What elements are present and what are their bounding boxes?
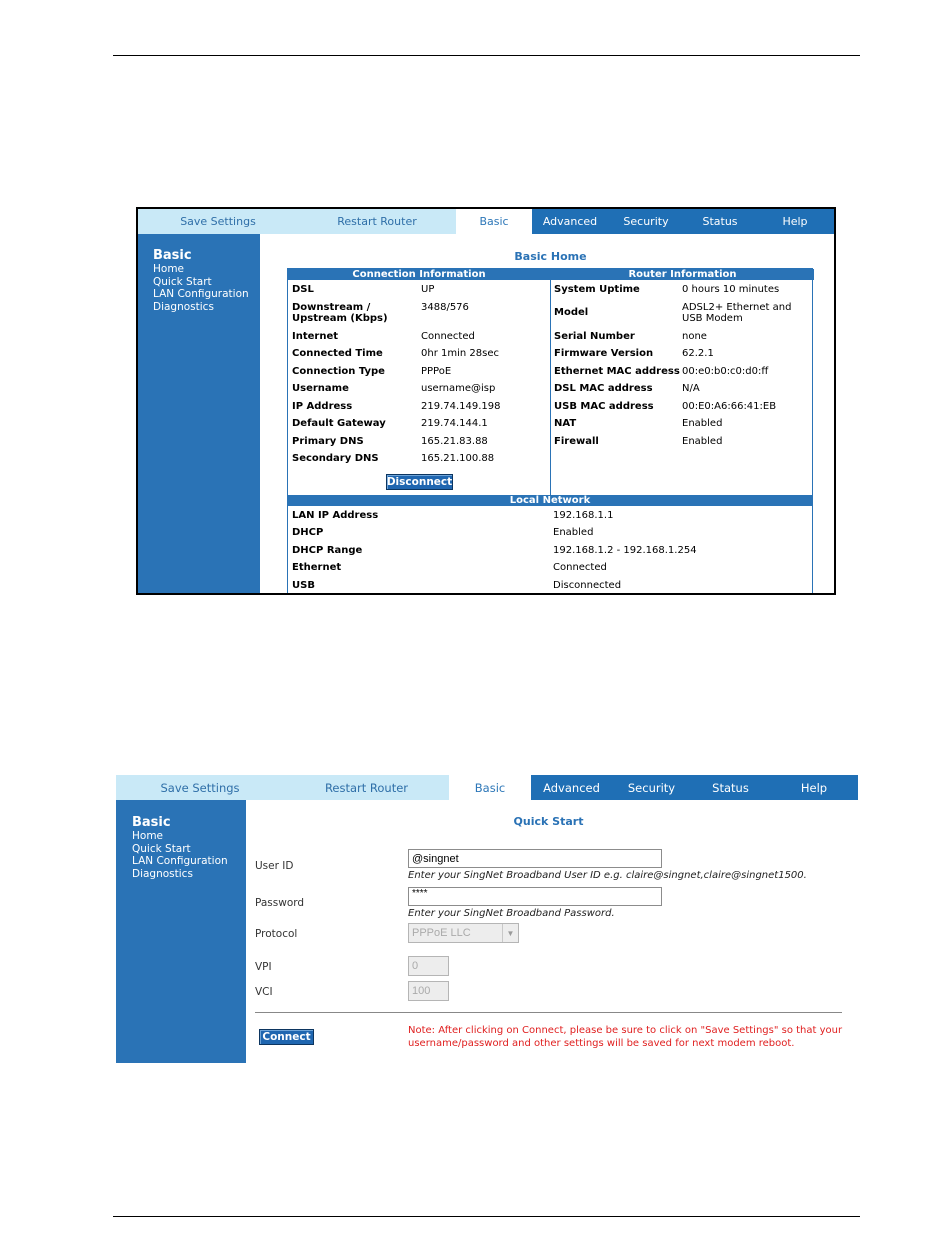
user-id-label: User ID bbox=[255, 860, 294, 872]
column-divider bbox=[550, 269, 551, 495]
dhcp-value: Enabled bbox=[553, 527, 594, 538]
tab-restart-router[interactable]: Restart Router bbox=[298, 209, 456, 234]
connection-type-value: PPPoE bbox=[421, 366, 452, 377]
tab-basic[interactable]: Basic bbox=[456, 209, 532, 234]
user-id-hint: Enter your SingNet Broadband User ID e.g. claire@singnet,claire@singnet1500. bbox=[408, 870, 807, 881]
tab-security-2[interactable]: Security bbox=[612, 775, 691, 800]
system-uptime-label: System Uptime bbox=[554, 284, 640, 295]
vpi-input[interactable]: 0 bbox=[408, 956, 449, 976]
lan-ip-label: LAN IP Address bbox=[292, 510, 379, 521]
connect-button[interactable]: Connect bbox=[259, 1029, 314, 1045]
username-label: Username bbox=[292, 383, 349, 394]
internet-value: Connected bbox=[421, 331, 475, 342]
firmware-version-value: 62.2.1 bbox=[682, 348, 714, 359]
usb-value: Disconnected bbox=[553, 580, 622, 591]
tab-help-2[interactable]: Help bbox=[770, 775, 858, 800]
nat-label: NAT bbox=[554, 418, 577, 429]
usb-mac-value: 00:E0:A6:66:41:EB bbox=[682, 401, 777, 412]
top-tab-bar-2 bbox=[116, 775, 858, 800]
dhcp-label: DHCP bbox=[292, 527, 324, 538]
protocol-select[interactable] bbox=[408, 923, 519, 943]
protocol-value: PPPoE LLC bbox=[412, 927, 471, 939]
sidebar-item-home-2[interactable]: Home bbox=[132, 830, 164, 842]
page-title: Basic Home bbox=[514, 250, 587, 263]
ethernet-mac-value: 00:e0:b0:c0:d0:ff bbox=[682, 366, 769, 377]
sidebar-item-quick-start-2[interactable]: Quick Start bbox=[132, 842, 191, 855]
sidebar-item-quick-start[interactable]: Quick Start bbox=[153, 275, 212, 288]
usb-mac-label: USB MAC address bbox=[554, 401, 654, 412]
password-hint: Enter your SingNet Broadband Password. bbox=[408, 908, 615, 919]
sidebar-title: Basic bbox=[153, 248, 192, 263]
dsl-mac-label: DSL MAC address bbox=[554, 383, 653, 394]
footer-rule bbox=[113, 1216, 860, 1217]
serial-number-label: Serial Number bbox=[554, 331, 635, 342]
ethernet-mac-label: Ethernet MAC address bbox=[554, 366, 680, 377]
tab-basic-2[interactable]: Basic bbox=[449, 775, 531, 800]
user-id-input[interactable]: @singnet bbox=[408, 849, 662, 868]
secondary-dns-value: 165.21.100.88 bbox=[421, 453, 495, 464]
router-info-header: Router Information bbox=[551, 269, 814, 280]
nat-value: Enabled bbox=[682, 418, 723, 429]
sidebar-item-lan-configuration-2[interactable]: LAN Configuration bbox=[132, 855, 228, 867]
header-rule bbox=[113, 55, 860, 56]
firmware-version-label: Firmware Version bbox=[554, 348, 654, 359]
vpi-label: VPI bbox=[255, 961, 272, 973]
sidebar-2 bbox=[116, 800, 246, 1063]
tab-restart-router-2[interactable]: Restart Router bbox=[284, 775, 449, 800]
dhcp-range-value: 192.168.1.2 - 192.168.1.254 bbox=[553, 545, 697, 556]
ip-address-value: 219.74.149.198 bbox=[421, 401, 501, 412]
tab-save-settings[interactable]: Save Settings bbox=[138, 209, 298, 234]
connected-time-label: Connected Time bbox=[292, 348, 383, 359]
ip-address-label: IP Address bbox=[292, 401, 353, 412]
ethernet-label: Ethernet bbox=[292, 562, 342, 573]
save-settings-note: Note: After clicking on Connect, please be sure to click on "Save Settings" so that your username/password and other settings will be saved for next modem reboot. bbox=[408, 1025, 843, 1049]
sidebar-item-lan-configuration[interactable]: LAN Configuration bbox=[153, 288, 249, 300]
vci-input[interactable]: 100 bbox=[408, 981, 449, 1001]
primary-dns-value: 165.21.83.88 bbox=[421, 436, 488, 447]
default-gateway-value: 219.74.144.1 bbox=[421, 418, 488, 429]
dsl-label: DSL bbox=[292, 284, 314, 295]
serial-number-value: none bbox=[682, 331, 707, 342]
sidebar-title-2: Basic bbox=[132, 815, 171, 830]
system-uptime-value: 0 hours 10 minutes bbox=[682, 284, 780, 295]
dsl-mac-value: N/A bbox=[682, 383, 700, 394]
sidebar-item-home[interactable]: Home bbox=[153, 263, 185, 275]
form-separator bbox=[255, 1012, 842, 1013]
sidebar bbox=[138, 234, 260, 593]
quick-start-title: Quick Start bbox=[513, 815, 584, 828]
chevron-down-icon: ▼ bbox=[502, 924, 518, 942]
tab-help[interactable]: Help bbox=[756, 209, 834, 234]
secondary-dns-label: Secondary DNS bbox=[292, 453, 379, 464]
usb-label: USB bbox=[292, 580, 315, 591]
lan-ip-value: 192.168.1.1 bbox=[553, 510, 614, 521]
bandwidth-value: 3488/576 bbox=[421, 302, 469, 313]
info-table bbox=[287, 268, 813, 594]
primary-dns-label: Primary DNS bbox=[292, 436, 364, 447]
ethernet-value: Connected bbox=[553, 562, 607, 573]
local-network-header: Local Network bbox=[288, 495, 812, 506]
password-input[interactable]: **** bbox=[408, 887, 662, 906]
tab-status[interactable]: Status bbox=[684, 209, 756, 234]
tab-advanced-2[interactable]: Advanced bbox=[531, 775, 612, 800]
model-value: ADSL2+ Ethernet and USB Modem bbox=[682, 302, 792, 324]
sidebar-item-diagnostics[interactable]: Diagnostics bbox=[153, 300, 214, 313]
quick-start-screenshot bbox=[116, 775, 858, 1063]
sidebar-item-diagnostics-2[interactable]: Diagnostics bbox=[132, 867, 193, 880]
tab-advanced[interactable]: Advanced bbox=[532, 209, 608, 234]
firewall-label: Firewall bbox=[554, 436, 599, 447]
tab-save-settings-2[interactable]: Save Settings bbox=[116, 775, 284, 800]
connection-type-label: Connection Type bbox=[292, 366, 385, 377]
vci-label: VCI bbox=[255, 986, 273, 998]
username-value: username@isp bbox=[421, 383, 496, 394]
tab-status-2[interactable]: Status bbox=[691, 775, 770, 800]
password-label: Password bbox=[255, 897, 305, 909]
dhcp-range-label: DHCP Range bbox=[292, 545, 363, 556]
default-gateway-label: Default Gateway bbox=[292, 418, 386, 429]
top-tab-bar bbox=[138, 209, 834, 234]
dsl-value: UP bbox=[421, 284, 435, 295]
bandwidth-label: Downstream / Upstream (Kbps) bbox=[292, 302, 388, 324]
tab-security[interactable]: Security bbox=[608, 209, 684, 234]
model-label: Model bbox=[554, 307, 589, 318]
firewall-value: Enabled bbox=[682, 436, 723, 447]
connection-info-header: Connection Information bbox=[288, 269, 550, 280]
basic-home-screenshot bbox=[136, 207, 836, 595]
disconnect-button[interactable]: Disconnect bbox=[386, 476, 453, 488]
connected-time-value: 0hr 1min 28sec bbox=[421, 348, 499, 359]
internet-label: Internet bbox=[292, 331, 339, 342]
protocol-label: Protocol bbox=[255, 928, 298, 940]
